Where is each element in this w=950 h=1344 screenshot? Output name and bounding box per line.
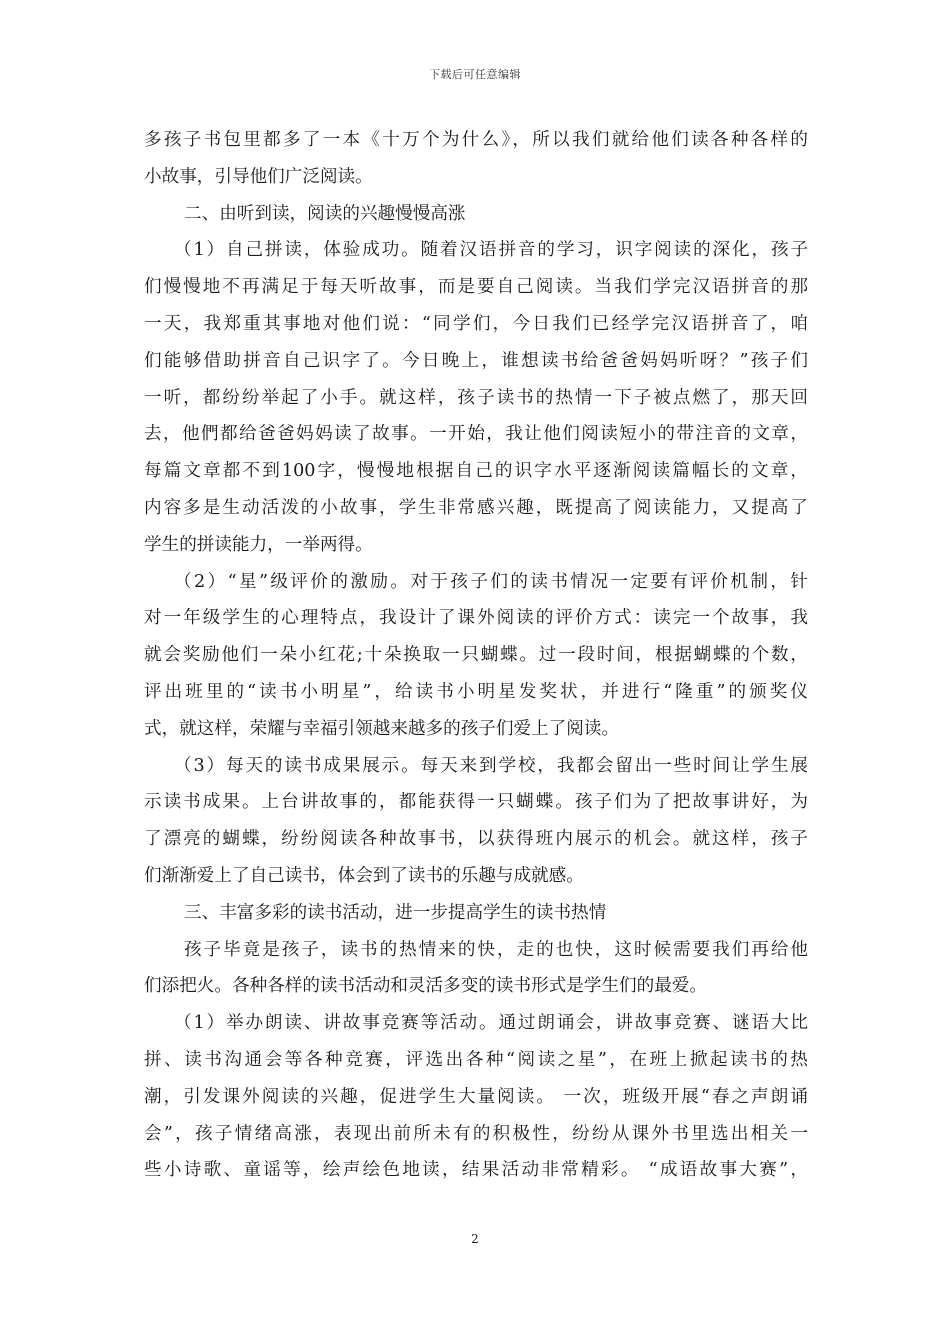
text-line: 些小诗歌、童谣等，绘声绘色地读，结果活动非常精彩。 “成语故事大赛”， — [144, 1160, 808, 1181]
text-line: 示读书成果。上台讲故事的，都能获得一只蝴蝶。孩子们为了把故事讲好，为 — [144, 792, 808, 813]
text-line: （3）每天的读书成果展示。每天来到学校，我都会留出一些时间让学生展 — [174, 755, 808, 776]
page-number: 2 — [471, 1232, 479, 1246]
text-line: 去，他們都给爸爸妈妈读了故事。一开始，我让他们阅读短小的带注音的文章， — [144, 424, 808, 445]
text-line: 就会奖励他们一朵小红花;十朵换取一只蝴蝶。过一段时间，根据蝴蝶的个数， — [144, 645, 808, 666]
text-line: 们能够借助拼音自己识字了。今日晚上，谁想读书给爸爸妈妈听呀？”孩子们 — [144, 350, 808, 371]
text-line: 会”，孩子情绪高涨，表现出前所未有的积极性，纷纷从课外书里选出相关一 — [144, 1123, 808, 1144]
text-line: 们慢慢地不再满足于每天听故事，而是要自己阅读。当我们学完汉语拼音的那 — [144, 277, 808, 298]
text-line: 了漂亮的蝴蝶，纷纷阅读各种故事书，以获得班内展示的机会。就这样，孩子 — [144, 829, 808, 850]
text-line: （1）自己拼读，体验成功。随着汉语拼音的学习，识字阅读的深化，孩子 — [174, 240, 808, 261]
text-line: 每篇文章都不到100字，慢慢地根据自己的识字水平逐渐阅读篇幅长的文章， — [144, 461, 808, 482]
text-line: 小故事，引导他们广泛阅读。 — [144, 166, 373, 187]
text-line: 孩子毕竟是孩子，读书的热情来的快，走的也快，这时候需要我们再给他 — [184, 939, 808, 960]
text-line: 一天，我郑重其事地对他们说：“同学们，今日我们已经学完汉语拼音了，咱 — [144, 313, 808, 334]
page-header: 下载后可任意编辑 — [429, 68, 521, 81]
section-heading: 三、丰富多彩的读书活动，进一步提高学生的读书热情 — [184, 902, 607, 923]
text-line: （2）“星”级评价的激励。对于孩子们的读书情况一定要有评价机制，针 — [174, 571, 808, 592]
document-body — [144, 122, 808, 1189]
text-line: （1）举办朗读、讲故事竞赛等活动。通过朗诵会，讲故事竞赛、谜语大比 — [174, 1013, 808, 1034]
text-line: 拼、读书沟通会等各种竞赛，评选出各种“阅读之星”，在班上掀起读书的热 — [144, 1049, 808, 1070]
text-line: 内容多是生动活泼的小故事，学生非常感兴趣，既提高了阅读能力，又提高了 — [144, 497, 808, 518]
text-line: 评出班里的“读书小明星”，给读书小明星发奖状，并进行“隆重”的颁奖仪 — [144, 681, 808, 702]
text-line: 学生的拼读能力，一举两得。 — [144, 534, 373, 555]
text-line: 对一年级学生的心理特点，我设计了课外阅读的评价方式：读完一个故事，我 — [144, 608, 808, 629]
text-line: 多孩子书包里都多了一本《十万个为什么》，所以我们就给他们读各种各样的 — [144, 130, 808, 150]
text-line: 们渐渐爱上了自己读书，体会到了读书的乐趣与成就感。 — [144, 865, 584, 886]
text-line: 式，就这样，荣耀与幸福引领越来越多的孩子们爱上了阅读。 — [144, 718, 620, 739]
text-line: 潮，引发课外阅读的兴趣，促进学生大量阅读。 一次，班级开展“春之声朗诵 — [144, 1086, 808, 1107]
text-line: 一听，都纷纷举起了小手。就这样，孩子读书的热情一下子被点燃了，那天回 — [144, 387, 808, 408]
section-heading: 二、由听到读，阅读的兴趣慢慢高涨 — [184, 203, 466, 224]
text-line: 们添把火。各种各样的读书活动和灵活多变的读书形式是学生们的最爱。 — [144, 976, 708, 997]
